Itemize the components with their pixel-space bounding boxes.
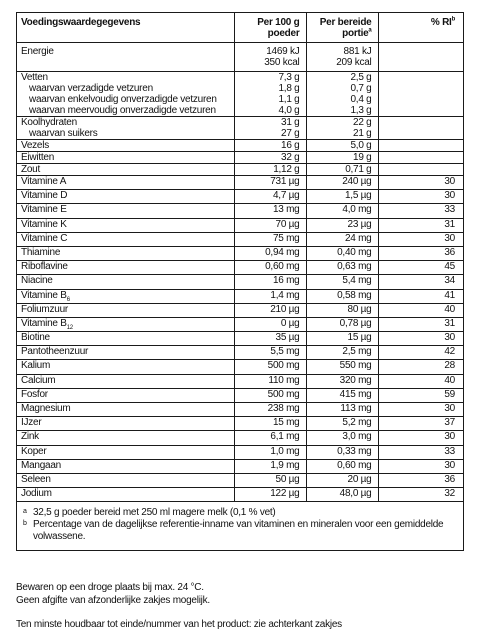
per-100g-value: 35 µg bbox=[234, 332, 306, 346]
per-100g-value: 500 mg bbox=[234, 360, 306, 374]
ri-value: 42 bbox=[378, 346, 463, 360]
nutrient-name-text: Vitamine A bbox=[21, 176, 67, 187]
ri-value: 36 bbox=[378, 473, 463, 487]
nutrient-name bbox=[17, 246, 234, 260]
nutrient-name bbox=[17, 445, 234, 459]
nutrient-name bbox=[17, 360, 234, 374]
nutrient-name-text: Foliumzuur bbox=[21, 303, 68, 315]
footnote-mark-a: a bbox=[368, 27, 372, 34]
nutrient-name bbox=[17, 332, 234, 346]
nutrient-name-text: Kalium bbox=[21, 360, 51, 372]
ri-value bbox=[378, 128, 463, 140]
per-portion-value: 0,33 mg bbox=[306, 445, 378, 459]
per-100g-value: 1,4 mg bbox=[234, 289, 306, 303]
nutrient-name: Zout bbox=[17, 164, 234, 176]
micronutrient-row bbox=[17, 346, 463, 360]
per-100g-value: 15 mg bbox=[234, 417, 306, 431]
per-100g-value: 31 g bbox=[234, 117, 306, 129]
footnote-mark: a bbox=[23, 508, 27, 516]
per-100g-value: 731 µg bbox=[234, 176, 306, 190]
nutrient-row bbox=[17, 164, 463, 176]
nutrient-name bbox=[17, 190, 234, 204]
per-100g-value: 1,0 mg bbox=[234, 445, 306, 459]
per-portion-value: 113 mg bbox=[306, 403, 378, 417]
per-portion-value: 0,58 mg bbox=[306, 289, 378, 303]
nutrition-label bbox=[16, 12, 464, 551]
per-100g-value: 27 g bbox=[234, 128, 306, 140]
per-100g-value: 1,12 g bbox=[234, 164, 306, 176]
per-portion-value: 240 µg bbox=[306, 176, 378, 190]
nutrient-name-text: Seleen bbox=[21, 473, 51, 485]
per-portion-value: 5,4 mg bbox=[306, 275, 378, 289]
micronutrient-row bbox=[17, 431, 463, 445]
ri-value: 32 bbox=[378, 488, 463, 502]
nutrient-name bbox=[17, 204, 234, 218]
nutrient-name bbox=[17, 275, 234, 289]
nutrient-name-text: Fosfor bbox=[21, 388, 48, 400]
ri-value: 41 bbox=[378, 289, 463, 303]
micronutrient-row bbox=[17, 275, 463, 289]
per-100g-value: 0 µg bbox=[234, 317, 306, 331]
nutrient-subrow bbox=[17, 128, 463, 140]
nutrient-subrow bbox=[17, 105, 463, 117]
ri-value bbox=[378, 43, 463, 72]
micronutrient-row bbox=[17, 374, 463, 388]
per-portion-value: 20 µg bbox=[306, 473, 378, 487]
nutrient-name: Vetten bbox=[17, 72, 234, 84]
ri-value: 30 bbox=[378, 332, 463, 346]
per-portion-value: 1,3 g bbox=[306, 105, 378, 117]
nutrient-name-subscript: 12 bbox=[66, 324, 73, 331]
nutrient-name-text: Vitamine C bbox=[21, 232, 68, 244]
ri-value bbox=[378, 83, 463, 94]
nutrient-name-text: Vitamine K bbox=[21, 218, 67, 230]
footnote-mark-b: b bbox=[451, 16, 455, 23]
nutrient-name-text: Magnesium bbox=[21, 403, 71, 414]
per-portion-value: 5,0 g bbox=[306, 140, 378, 152]
footnote-mark: b bbox=[23, 520, 27, 528]
nutrient-name-subscript: 6 bbox=[66, 296, 70, 303]
micronutrient-row bbox=[17, 176, 463, 190]
nutrient-name-text: Vitamine E bbox=[21, 204, 67, 216]
nutrient-name-text: Koper bbox=[21, 445, 47, 457]
per-portion-value: 2,5 mg bbox=[306, 346, 378, 360]
nutrient-name bbox=[17, 232, 234, 246]
ri-value: 45 bbox=[378, 261, 463, 275]
per-100g-value: 50 µg bbox=[234, 473, 306, 487]
ri-value bbox=[378, 164, 463, 176]
footnote-a bbox=[23, 507, 457, 519]
header-ri bbox=[378, 13, 463, 43]
per-portion-value: 0,78 µg bbox=[306, 317, 378, 331]
nutrient-name bbox=[17, 176, 234, 190]
nutrient-name bbox=[17, 261, 234, 275]
nutrient-name bbox=[17, 346, 234, 360]
nutrient-name-text: Biotine bbox=[21, 332, 50, 344]
micronutrient-row bbox=[17, 360, 463, 374]
nutrient-name-text: Zink bbox=[21, 431, 39, 443]
ri-value bbox=[378, 152, 463, 164]
nutrient-name bbox=[17, 403, 234, 417]
energy-kcal-portion: 209 kcal bbox=[336, 57, 372, 68]
micronutrient-row bbox=[17, 289, 463, 303]
nutrient-name bbox=[17, 388, 234, 402]
nutrient-name bbox=[17, 431, 234, 445]
per-100g-value: 16 mg bbox=[234, 275, 306, 289]
per-portion-value: 0,71 g bbox=[306, 164, 378, 176]
per-portion-value: 550 mg bbox=[306, 360, 378, 374]
nutrient-name: Vezels bbox=[17, 140, 234, 152]
micronutrient-row bbox=[17, 218, 463, 232]
header-per-portion bbox=[306, 13, 378, 43]
header-per-100g-line1: Per 100 g bbox=[257, 17, 300, 28]
ri-value: 30 bbox=[378, 459, 463, 473]
micronutrient-row bbox=[17, 204, 463, 218]
nutrient-name bbox=[17, 218, 234, 232]
nutrient-row bbox=[17, 117, 463, 129]
per-100g-value: 500 mg bbox=[234, 388, 306, 402]
ri-value: 59 bbox=[378, 388, 463, 402]
nutrient-name bbox=[17, 473, 234, 487]
per-portion-value: 0,4 g bbox=[306, 94, 378, 105]
per-portion-value: 0,40 mg bbox=[306, 246, 378, 260]
storage-line-2: Geen afgifte van afzonderlijke zakjes mogelijk. bbox=[16, 595, 210, 606]
nutrient-subrow bbox=[17, 94, 463, 105]
ri-value bbox=[378, 72, 463, 84]
header-per-100g-line2: poeder bbox=[267, 28, 300, 39]
footnotes bbox=[17, 501, 463, 550]
ri-value: 31 bbox=[378, 317, 463, 331]
nutrient-name-text: Calcium bbox=[21, 374, 56, 386]
per-portion-value: 2,5 g bbox=[306, 72, 378, 84]
nutrient-name: Energie bbox=[21, 46, 54, 57]
footnote-b bbox=[23, 519, 457, 543]
micronutrient-row bbox=[17, 261, 463, 275]
per-portion-value: 0,7 g bbox=[306, 83, 378, 94]
header-name: Voedingswaardegegevens bbox=[17, 13, 234, 43]
header-per-portion-line2: portie bbox=[342, 28, 369, 39]
ri-value: 30 bbox=[378, 190, 463, 204]
ri-value: 40 bbox=[378, 374, 463, 388]
micronutrient-row bbox=[17, 459, 463, 473]
nutrient-name-text: Mangaan bbox=[21, 459, 61, 471]
ri-value: 33 bbox=[378, 445, 463, 459]
ri-value: 31 bbox=[378, 218, 463, 232]
nutrient-name-text: Vitamine B bbox=[21, 289, 67, 301]
micronutrient-row bbox=[17, 473, 463, 487]
per-portion-value: 21 g bbox=[306, 128, 378, 140]
micronutrient-row bbox=[17, 445, 463, 459]
micronutrient-row bbox=[17, 388, 463, 402]
ri-value bbox=[378, 117, 463, 129]
per-100g-value: 4,0 g bbox=[234, 105, 306, 117]
nutrient-subrow bbox=[17, 83, 463, 94]
nutrient-name-text: Thiamine bbox=[21, 246, 61, 258]
nutrient-name-text: Vitamine D bbox=[21, 190, 68, 202]
nutrient-name: waarvan enkelvoudig onverzadigde vetzuren bbox=[29, 94, 217, 105]
per-portion-value: 5,2 mg bbox=[306, 417, 378, 431]
per-100g-value: 210 µg bbox=[234, 303, 306, 317]
per-100g-value: 110 mg bbox=[234, 374, 306, 388]
nutrient-name bbox=[17, 374, 234, 388]
per-portion-value: 3,0 mg bbox=[306, 431, 378, 445]
nutrient-name bbox=[17, 303, 234, 317]
per-100g-value: 32 g bbox=[234, 152, 306, 164]
per-100g-value: 1,9 mg bbox=[234, 459, 306, 473]
ri-value bbox=[378, 140, 463, 152]
energy-kj-100g: 1469 kJ bbox=[266, 46, 300, 57]
nutrient-name-text: Niacine bbox=[21, 275, 53, 287]
nutrient-name: waarvan meervoudig onverzadigde vetzuren bbox=[29, 105, 216, 116]
table-header-row bbox=[17, 13, 463, 43]
energy-kj-portion: 881 kJ bbox=[343, 46, 372, 57]
per-100g-value: 1,8 g bbox=[234, 83, 306, 94]
nutrient-name-text: IJzer bbox=[21, 417, 42, 429]
nutrient-name bbox=[17, 459, 234, 473]
header-ri-label: % RI bbox=[430, 17, 452, 28]
nutrient-name bbox=[17, 289, 234, 303]
per-100g-value: 13 mg bbox=[234, 204, 306, 218]
energy-kcal-100g: 350 kcal bbox=[264, 57, 300, 68]
per-portion-value: 15 µg bbox=[306, 332, 378, 346]
header-per-100g bbox=[234, 13, 306, 43]
ri-value: 36 bbox=[378, 246, 463, 260]
per-portion-value: 19 g bbox=[306, 152, 378, 164]
per-portion-value: 48,0 µg bbox=[306, 488, 378, 502]
ri-value: 34 bbox=[378, 275, 463, 289]
nutrient-name bbox=[17, 317, 234, 331]
per-portion-value: 320 mg bbox=[306, 374, 378, 388]
ri-value: 33 bbox=[378, 204, 463, 218]
ri-value: 30 bbox=[378, 232, 463, 246]
micronutrient-row bbox=[17, 488, 463, 502]
nutrient-name: waarvan suikers bbox=[29, 128, 98, 139]
energy-row bbox=[17, 43, 463, 72]
nutrient-name bbox=[17, 488, 234, 502]
nutrition-table bbox=[17, 13, 463, 501]
micronutrient-row bbox=[17, 332, 463, 346]
per-100g-value: 0,60 mg bbox=[234, 261, 306, 275]
per-100g-value: 5,5 mg bbox=[234, 346, 306, 360]
per-100g-value: 1,1 g bbox=[234, 94, 306, 105]
ri-value: 30 bbox=[378, 176, 463, 190]
header-per-portion-line1: Per bereide bbox=[319, 17, 372, 28]
per-portion-value: 1,5 µg bbox=[306, 190, 378, 204]
nutrient-row bbox=[17, 72, 463, 84]
per-portion-value: 80 µg bbox=[306, 303, 378, 317]
micronutrient-row bbox=[17, 232, 463, 246]
micronutrient-row bbox=[17, 190, 463, 204]
per-100g-value: 0,94 mg bbox=[234, 246, 306, 260]
ri-value: 40 bbox=[378, 303, 463, 317]
nutrient-name-text: Pantotheenzuur bbox=[21, 346, 89, 358]
per-portion-value: 22 g bbox=[306, 117, 378, 129]
per-100g-value: 70 µg bbox=[234, 218, 306, 232]
ri-value: 30 bbox=[378, 403, 463, 417]
footnote-text: 32,5 g poeder bereid met 250 ml magere melk (0,1 % vet) bbox=[33, 507, 276, 519]
per-100g-value: 6,1 mg bbox=[234, 431, 306, 445]
micronutrient-row bbox=[17, 317, 463, 331]
ri-value: 30 bbox=[378, 431, 463, 445]
per-portion-value: 4,0 mg bbox=[306, 204, 378, 218]
per-100g-value: 16 g bbox=[234, 140, 306, 152]
nutrient-name-text: Riboflavine bbox=[21, 261, 68, 273]
per-portion-value: 0,60 mg bbox=[306, 459, 378, 473]
micronutrient-row bbox=[17, 303, 463, 317]
micronutrient-row bbox=[17, 417, 463, 431]
ri-value: 28 bbox=[378, 360, 463, 374]
per-100g-value: 7,3 g bbox=[234, 72, 306, 84]
nutrient-name-text: Jodium bbox=[21, 488, 52, 500]
ri-value: 37 bbox=[378, 417, 463, 431]
footnote-text: Percentage van de dagelijkse referentie-inname van vitaminen en mineralen voor een gemiddelde volwassene. bbox=[33, 519, 444, 543]
storage-line-1: Bewaren op een droge plaats bij max. 24 °C. bbox=[16, 582, 204, 593]
per-100g-value: 4,7 µg bbox=[234, 190, 306, 204]
per-portion-value: 0,63 mg bbox=[306, 261, 378, 275]
per-portion-value: 24 mg bbox=[306, 232, 378, 246]
per-100g-value bbox=[234, 43, 306, 72]
per-100g-value: 75 mg bbox=[234, 232, 306, 246]
per-100g-value: 238 mg bbox=[234, 403, 306, 417]
best-before-note: Ten minste houdbaar tot einde/nummer van het product: zie achterkant zakjes bbox=[16, 619, 342, 630]
micronutrient-row bbox=[17, 403, 463, 417]
per-portion-value bbox=[306, 43, 378, 72]
ri-value bbox=[378, 94, 463, 105]
nutrient-row bbox=[17, 140, 463, 152]
nutrient-name: waarvan verzadigde vetzuren bbox=[29, 83, 153, 94]
per-100g-value: 122 µg bbox=[234, 488, 306, 502]
per-portion-value: 415 mg bbox=[306, 388, 378, 402]
per-portion-value: 23 µg bbox=[306, 218, 378, 232]
nutrient-name bbox=[17, 417, 234, 431]
nutrient-name: Koolhydraten bbox=[17, 117, 234, 129]
nutrient-name-text: Vitamine B bbox=[21, 317, 67, 329]
nutrient-row bbox=[17, 152, 463, 164]
ri-value bbox=[378, 105, 463, 117]
micronutrient-row bbox=[17, 246, 463, 260]
storage-instructions bbox=[16, 581, 464, 607]
nutrient-name: Eiwitten bbox=[17, 152, 234, 164]
